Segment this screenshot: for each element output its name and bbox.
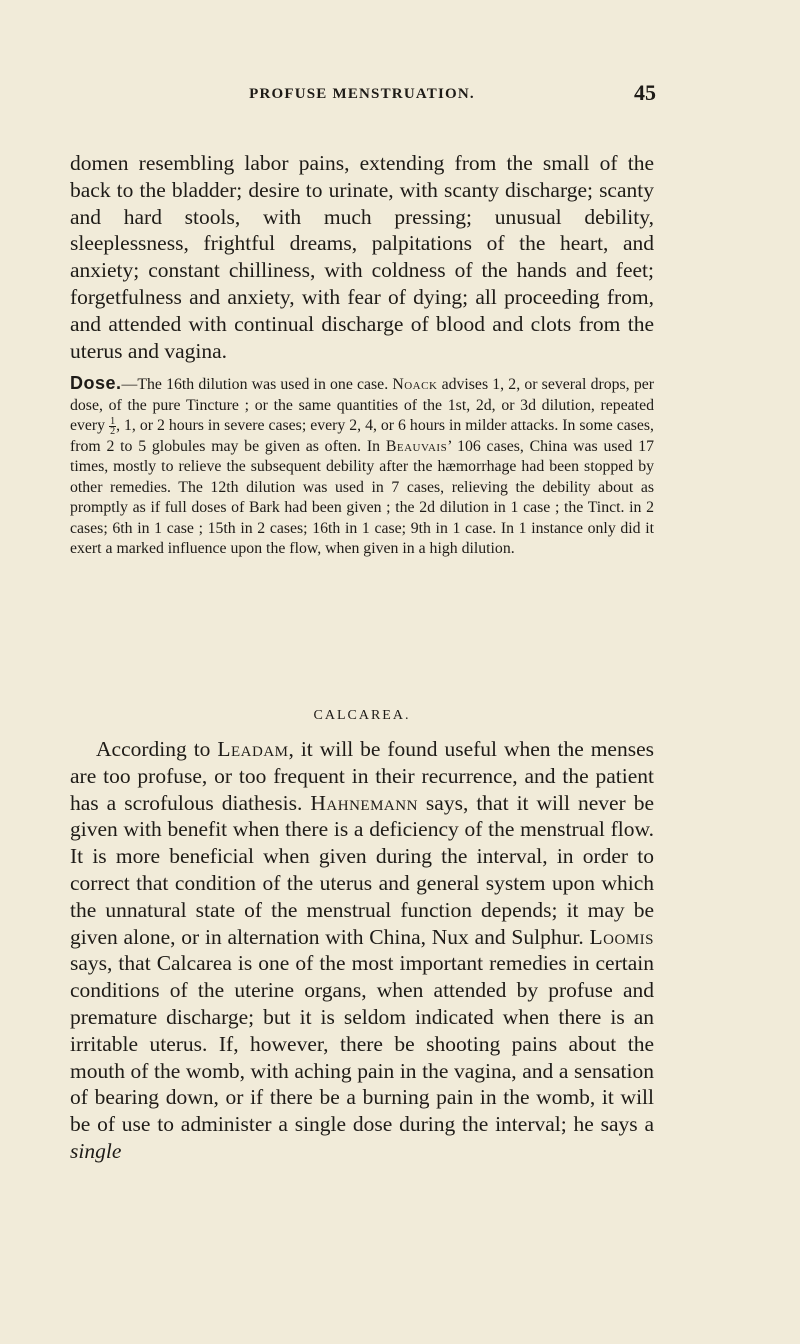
fraction-denominator: 2 [110,425,116,437]
dose-label: Dose. [70,373,122,393]
author-hahnemann: Hahnemann [310,790,418,815]
dose-text-2: advises 1, 2, or several drops, per dose, of the pure Tincture ; or the same quantities of the 1st, 2d, or 3d dilution, repeated every [70,376,654,434]
calcarea-paragraph [70,736,654,1165]
fraction-half [109,417,116,436]
calcarea-text-1: According to [96,737,218,761]
page-number: 45 [634,80,656,105]
calcarea-text-4: says, that Calcarea is one of the most important remedies in certain conditions of the uterine organs, when attended by profuse and premature discharge; but it is seldom indicated when there is an irritable uterus. If, however, there be shooting pains about the mouth of the womb, with aching pain in the vagina, and a sensation of bearing down, or if there be a burning pain in the womb, it will be of use to administer a single dose during the interval; he says a [70,951,654,1137]
dose-text-3: , 1, or 2 hours in severe cases; every 2, 4, or 6 hours in milder attacks. In some cases, from 2 to 5 globules may be given as often. In [70,417,654,455]
author-noack: Noack [392,376,438,393]
fraction-numerator: 1 [110,415,116,427]
calcarea-text-2: , it will be found useful when the menses are too profuse, or too frequent in their recurrence, and the patient has a scrofulous diathesis. [70,737,654,815]
paragraph-continuation: domen resembling labor pains, extending from the small of the back to the bladder; desire to urinate, with scanty discharge; scanty and hard stools, with much pressing; unusual debility, sleeplessness, frightful dreams, palpitations of the heart, and anxiety; constant chilliness, with coldness of the hands and feet; forgetfulness and anxiety, with fear of dying; all proceeding from, and attended with continual discharge of blood and clots from the uterus and vagina. [70,151,654,363]
dose-paragraph [70,373,654,560]
calcarea-text-3: says, that it will never be given with benefit when there is a deficiency of the menstrual flow. It is more beneficial when given during the interval, in order to correct that condition of the uterus and general system upon which the unnatural state of the menstrual function depends; it may be given alone, or in alternation with China, Nux and Sulphur. [70,790,654,949]
italic-word-single: single [70,1138,122,1163]
author-leadam: Leadam [217,737,289,761]
author-beauvais: Beauvais [385,437,448,455]
dose-text-4: ’ 106 cases, China was used 17 times, mostly to relieve the subsequent debility after the hæmorrhage had been stopped by other remedies. The 12th dilution was used in 7 cases, relieving the debility about as promptly as if full doses of Bark had been given ; the 2d dilution in 1 case ; the Tinct. in 2 cases; 6th in 1 case ; 15th in 2 cases; 16th in 1 case; 9th in 1 case. In 1 instance only did it exert a marked influence upon the flow, when given in a high dilution. [70,437,654,557]
section-heading-calcarea: CALCAREA. [313,708,411,723]
running-head: PROFUSE MENSTRUATION. [249,86,475,102]
page-header [70,82,654,112]
author-loomis: Loomis [589,924,654,949]
dose-text-1: —The 16th dilution was used in one case. [121,376,393,393]
